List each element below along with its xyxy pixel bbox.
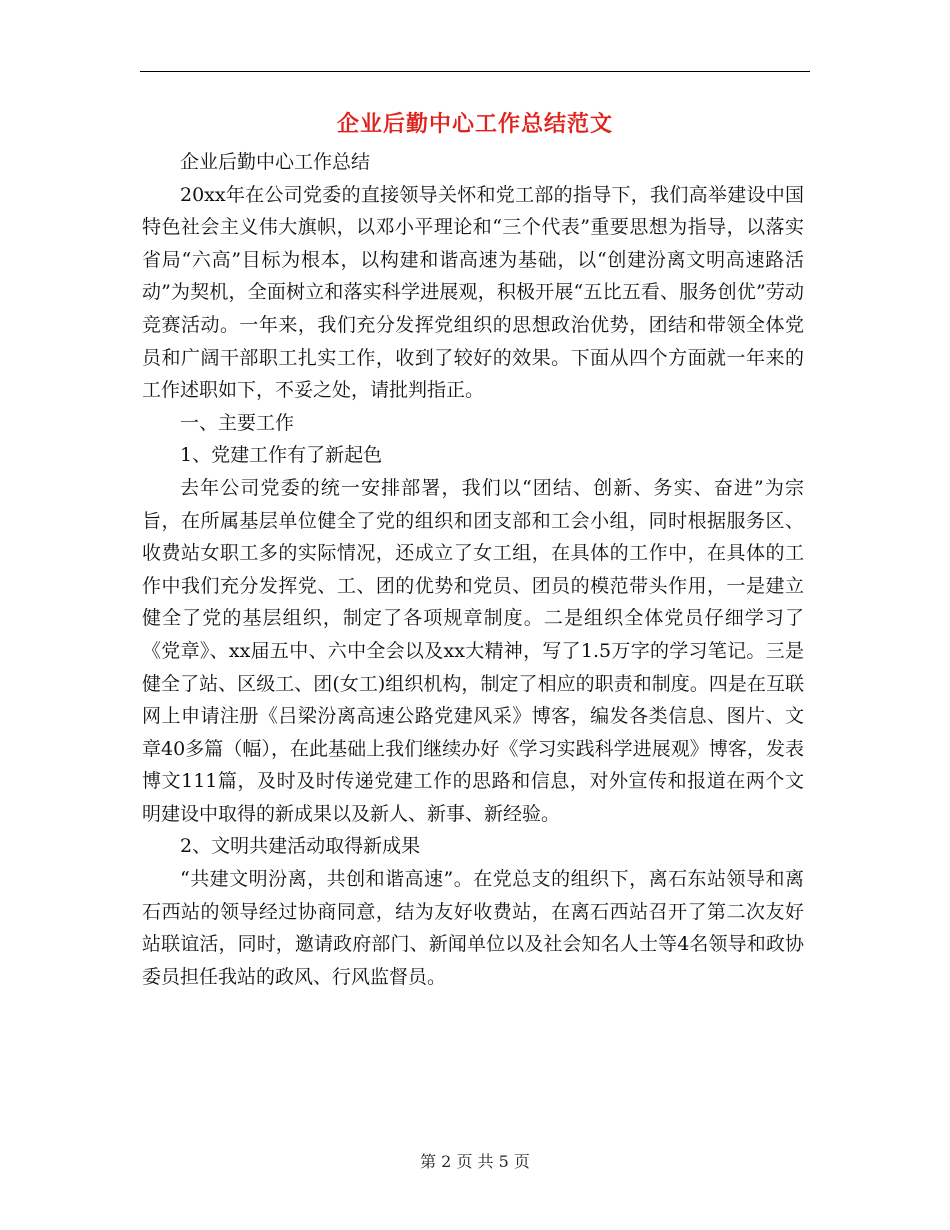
body-paragraph: 20xx年在公司党委的直接领导关怀和党工部的指导下，我们高举建设中国特色社会主义伟大旗帜，以邓小平理论和“三个代表”重要思想为指导，以落实省局“六高”目标为根本，以构建和谐高速为基础，以“创建汾离文明高速路活动”为契机，全面树立和落实科学进展观，积极开展“五比五看、服务创优”劳动竞赛活动。一年来，我们充分发挥党组织的思想政治优势，团结和带领全体党员和广阔干部职工扎实工作，收到了较好的效果。下面从四个方面就一年来的工作述职如下，不妥之处，请批判指正。 xyxy=(142,183,804,402)
page-number: 第 2 页 共 5 页 xyxy=(420,1152,530,1171)
header-rule xyxy=(140,71,810,72)
body-paragraph: “共建文明汾离，共创和谐高速”。在党总支的组织下，离石东站领导和离石西站的领导经过协商同意，结为友好收费站，在离石西站召开了第二次友好站联谊活，同时，邀请政府部门、新闻单位以及社会知名人士等4名领导和政协委员担任我站的政风、行风监督员。 xyxy=(142,868,804,988)
body-paragraph: 去年公司党委的统一安排部署，我们以“团结、创新、务实、奋进”为宗旨，在所属基层单位健全了党的组织和团支部和工会小组，同时根据服务区、收费站女职工多的实际情况，还成立了女工组，在具体的工作中，在具体的工作中我们充分发挥党、工、团的优势和党员、团员的模范带头作用，一是建立健全了党的基层组织，制定了各项规章制度。二是组织全体党员仔细学习了《党章》、xx届五中、六中全会以及xx大精神，写了1.5万字的学习笔记。三是健全了站、区级工、团(女工)组织机构，制定了相应的职责和制度。四是在互联网上申请注册《吕梁汾离高速公路党建风采》博客，编发各类信息、图片、文章40多篇（幅），在此基础上我们继续办好《学习实践科学进展观》博客，发表博文111篇，及时及时传递党建工作的思路和信息，对外宣传和报道在两个文明建设中取得的新成果以及新人、新事、新经验。 xyxy=(142,476,804,825)
document-title: 企业后勤中心工作总结范文 xyxy=(336,111,613,137)
document-body xyxy=(142,146,804,993)
subsection-heading: 1、党建工作有了新起色 xyxy=(180,444,383,467)
subtitle-paragraph: 企业后勤中心工作总结 xyxy=(180,151,371,173)
section-heading: 一、主要工作 xyxy=(180,411,295,434)
subsection-heading: 2、文明共建活动取得新成果 xyxy=(180,835,421,858)
